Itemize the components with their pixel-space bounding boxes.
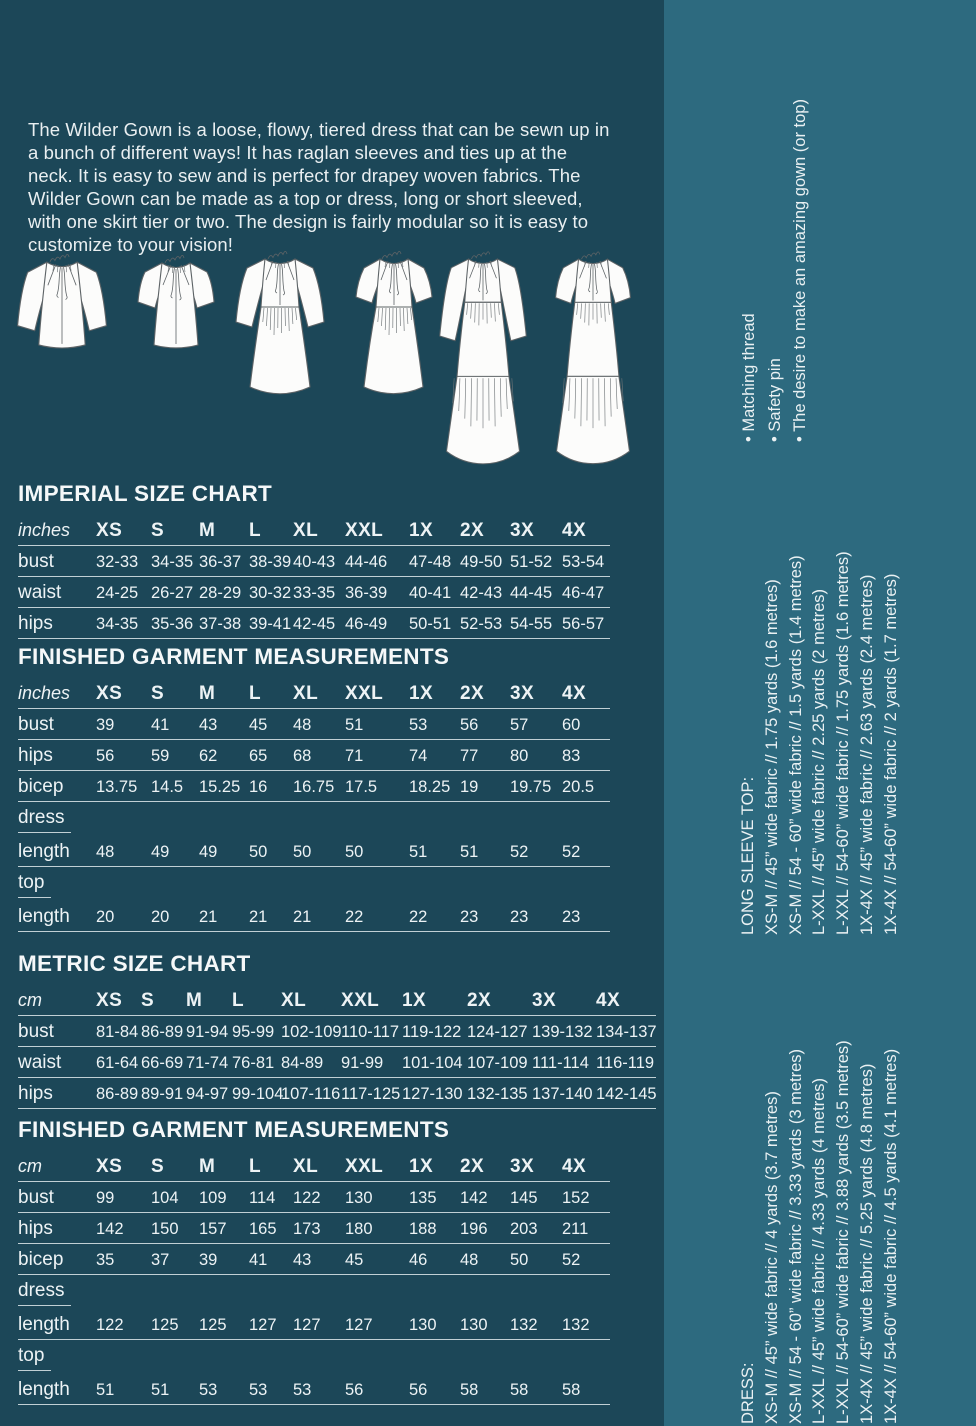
fabric-requirement-line: 1X-4X // 54-60” wide fabric // 2 yards (1.7 metres) <box>881 573 900 935</box>
measurement-value: 50 <box>293 836 345 867</box>
measurement-label: waist <box>18 577 96 608</box>
measurement-value: 127 <box>345 1309 409 1340</box>
measurement-value: 24-25 <box>96 577 151 608</box>
measurement-value: 51 <box>151 1374 199 1405</box>
measurement-value: 134-137 <box>596 1016 656 1047</box>
measurement-value: 41 <box>249 1244 293 1275</box>
size-column-header: 1X <box>409 1151 460 1182</box>
measurement-value: 43 <box>199 709 249 740</box>
measurement-value: 36-37 <box>199 546 249 577</box>
measurement-value: 80 <box>510 740 562 771</box>
imperial-size-chart-section <box>18 481 610 639</box>
notion-item: • The desire to make an amazing gown (or top) <box>791 99 809 442</box>
measurement-value: 74 <box>409 740 460 771</box>
measurement-value: 22 <box>409 901 460 932</box>
measurement-label: bust <box>18 1182 96 1213</box>
measurement-value: 122 <box>96 1309 151 1340</box>
measurement-value: 19 <box>460 771 510 802</box>
size-column-header: XL <box>293 678 345 709</box>
size-column-header: L <box>249 515 293 546</box>
size-column-header: M <box>199 515 249 546</box>
measurement-value: 50 <box>345 836 409 867</box>
size-header-row <box>18 985 656 1016</box>
measurement-value: 51 <box>345 709 409 740</box>
metric-size-chart-table <box>18 985 656 1109</box>
measurement-label: bust <box>18 546 96 577</box>
measurement-value: 39-41 <box>249 608 293 639</box>
size-column-header: 3X <box>510 1151 562 1182</box>
table-row <box>18 1309 610 1340</box>
measurement-value: 45 <box>249 709 293 740</box>
measurement-value: 107-116 <box>281 1078 341 1109</box>
table-row <box>18 802 610 837</box>
illustration-dress-knee-long-sleeve <box>228 250 332 400</box>
measurement-value: 89-91 <box>141 1078 186 1109</box>
section-title: IMPERIAL SIZE CHART <box>18 481 273 506</box>
measurement-value: 16 <box>249 771 293 802</box>
measurement-value: 17.5 <box>345 771 409 802</box>
fabric-requirement-line: L-XXL // 45” wide fabric // 2.25 yards (2 metres) <box>810 588 829 935</box>
measurement-value: 30-32 <box>249 577 293 608</box>
measurement-value: 91-99 <box>341 1047 402 1078</box>
measurement-value: 36-39 <box>345 577 409 608</box>
measurement-label: waist <box>18 1047 96 1078</box>
size-column-header: 3X <box>510 515 562 546</box>
measurement-value: 173 <box>293 1213 345 1244</box>
size-column-header: 2X <box>460 678 510 709</box>
measurement-value: 53 <box>293 1374 345 1405</box>
measurement-value: 81-84 <box>96 1016 141 1047</box>
measurement-value: 110-117 <box>341 1016 402 1047</box>
size-column-header: XS <box>96 515 151 546</box>
measurement-value: 188 <box>409 1213 460 1244</box>
measurement-value: 21 <box>293 901 345 932</box>
measurement-value: 49-50 <box>460 546 510 577</box>
imperial-finished-section <box>18 644 610 932</box>
measurement-value: 39 <box>96 709 151 740</box>
size-column-header: 1X <box>402 985 467 1016</box>
measurement-value: 68 <box>293 740 345 771</box>
measurement-value: 130 <box>409 1309 460 1340</box>
measurement-label: length <box>18 1374 96 1405</box>
measurement-label: bicep <box>18 771 96 802</box>
metric-size-chart-section <box>18 951 656 1109</box>
measurement-value: 22 <box>345 901 409 932</box>
measurement-value: 32-33 <box>96 546 151 577</box>
measurement-value: 52-53 <box>460 608 510 639</box>
measurement-value: 53 <box>199 1374 249 1405</box>
table-row <box>18 867 610 902</box>
measurement-value: 35 <box>96 1244 151 1275</box>
measurement-value: 23 <box>562 901 610 932</box>
measurement-value: 56 <box>345 1374 409 1405</box>
measurement-value: 109 <box>199 1182 249 1213</box>
section-title: METRIC SIZE CHART <box>18 951 251 976</box>
measurement-value: 83 <box>562 740 610 771</box>
measurement-value: 142 <box>96 1213 151 1244</box>
fabric-requirement-line: L-XXL // 54-60” wide fabric // 1.75 yards (1.6 metres) <box>834 551 853 935</box>
unit-label: cm <box>18 1151 96 1182</box>
measurement-value: 127-130 <box>402 1078 467 1109</box>
measurement-value: 76-81 <box>232 1047 281 1078</box>
measurement-value: 101-104 <box>402 1047 467 1078</box>
fabric-requirement-line: 1X-4X // 54-60” wide fabric // 4.5 yards (4.1 metres) <box>881 1048 900 1424</box>
measurement-value: 35-36 <box>151 608 199 639</box>
measurement-value: 45 <box>345 1244 409 1275</box>
size-column-header: 2X <box>460 1151 510 1182</box>
measurement-value: 196 <box>460 1213 510 1244</box>
measurement-value: 49 <box>151 836 199 867</box>
measurement-value: 53 <box>409 709 460 740</box>
measurement-label: length <box>18 1309 96 1340</box>
measurement-value: 211 <box>562 1213 610 1244</box>
measurement-value: 34-35 <box>151 546 199 577</box>
table-row <box>18 1078 656 1109</box>
size-column-header: 3X <box>510 678 562 709</box>
measurement-value: 62 <box>199 740 249 771</box>
measurement-value: 127 <box>293 1309 345 1340</box>
measurement-label: bicep <box>18 1244 96 1275</box>
table-row <box>18 740 610 771</box>
measurement-value: 132 <box>562 1309 610 1340</box>
measurement-value: 28-29 <box>199 577 249 608</box>
measurement-value: 99-104 <box>232 1078 281 1109</box>
table-row <box>18 608 610 639</box>
measurement-value: 42-43 <box>460 577 510 608</box>
measurement-value: 23 <box>510 901 562 932</box>
table-row <box>18 1275 610 1310</box>
measurement-value: 132 <box>510 1309 562 1340</box>
table-row <box>18 1340 610 1375</box>
measurement-value: 56 <box>409 1374 460 1405</box>
measurement-value: 137-140 <box>532 1078 596 1109</box>
measurement-value: 51 <box>460 836 510 867</box>
measurement-value: 50 <box>249 836 293 867</box>
measurement-value: 37 <box>151 1244 199 1275</box>
measurement-value: 56 <box>460 709 510 740</box>
size-column-header: 4X <box>562 1151 610 1182</box>
measurement-value: 99 <box>96 1182 151 1213</box>
measurement-value: 20.5 <box>562 771 610 802</box>
table-row <box>18 1047 656 1078</box>
measurement-value: 102-109 <box>281 1016 341 1047</box>
measurement-value: 16.75 <box>293 771 345 802</box>
size-column-header: L <box>232 985 281 1016</box>
measurement-value: 116-119 <box>596 1047 656 1078</box>
measurement-value: 52 <box>562 836 610 867</box>
measurement-value: 60 <box>562 709 610 740</box>
imperial-size-chart-table <box>18 515 610 639</box>
table-row <box>18 1244 610 1275</box>
imperial-finished-table <box>18 678 610 932</box>
measurement-value: 130 <box>345 1182 409 1213</box>
measurement-value: 84-89 <box>281 1047 341 1078</box>
table-row <box>18 709 610 740</box>
size-column-header: M <box>199 1151 249 1182</box>
measurement-value: 41 <box>151 709 199 740</box>
section-title: FINISHED GARMENT MEASUREMENTS <box>18 1117 450 1142</box>
size-column-header: 2X <box>460 515 510 546</box>
measurement-value: 86-89 <box>141 1016 186 1047</box>
measurement-value: 56 <box>96 740 151 771</box>
measurement-value: 157 <box>199 1213 249 1244</box>
measurement-value: 180 <box>345 1213 409 1244</box>
measurement-value: 52 <box>562 1244 610 1275</box>
fabric-requirement-line: 1X-4X // 45” wide fabric // 5.25 yards (4.8 metres) <box>857 1063 876 1424</box>
size-header-row <box>18 515 610 546</box>
size-column-header: XL <box>293 1151 345 1182</box>
size-column-header: XS <box>96 985 141 1016</box>
measurement-value: 13.75 <box>96 771 151 802</box>
measurement-value: 59 <box>151 740 199 771</box>
table-row <box>18 836 610 867</box>
size-column-header: S <box>151 515 199 546</box>
measurement-value: 50 <box>510 1244 562 1275</box>
fabric-requirement-line: L-XXL // 45” wide fabric // 4.33 yards (4 metres) <box>810 1077 829 1424</box>
measurement-value: 135 <box>409 1182 460 1213</box>
illustration-gown-maxi-short-sleeve <box>545 247 641 473</box>
table-row <box>18 1374 610 1405</box>
size-column-header: 4X <box>562 515 610 546</box>
measurement-value: 142 <box>460 1182 510 1213</box>
measurement-value: 117-125 <box>341 1078 402 1109</box>
metric-finished-table <box>18 1151 610 1405</box>
size-column-header: 2X <box>467 985 532 1016</box>
measurement-label: hips <box>18 1213 96 1244</box>
measurement-value: 77 <box>460 740 510 771</box>
dress-fabric-requirements <box>737 950 907 1424</box>
measurement-value: 48 <box>293 709 345 740</box>
measurement-value: 91-94 <box>186 1016 232 1047</box>
table-row <box>18 577 610 608</box>
measurement-value: 125 <box>199 1309 249 1340</box>
measurement-value: 104 <box>151 1182 199 1213</box>
measurement-value: 71-74 <box>186 1047 232 1078</box>
measurement-value: 20 <box>96 901 151 932</box>
size-column-header: XXL <box>345 1151 409 1182</box>
size-column-header: XXL <box>345 678 409 709</box>
fabric-section-heading: DRESS: <box>739 1362 757 1424</box>
measurement-value: 58 <box>562 1374 610 1405</box>
fabric-requirement-line: L-XXL // 54-60” wide fabric // 3.88 yards (3.5 metres) <box>834 1040 853 1424</box>
fabric-requirement-line: XS-M // 54 - 60” wide fabric // 3.33 yards (3 metres) <box>786 1048 805 1424</box>
size-column-header: XL <box>281 985 341 1016</box>
measurement-value: 145 <box>510 1182 562 1213</box>
measurement-value: 119-122 <box>402 1016 467 1047</box>
measurement-label: top <box>18 872 51 898</box>
measurement-value: 23 <box>460 901 510 932</box>
measurement-value: 57 <box>510 709 562 740</box>
measurement-label: dress <box>18 1280 71 1306</box>
measurement-value: 52 <box>510 836 562 867</box>
fabric-requirement-line: XS-M // 45” wide fabric // 4 yards (3.7 metres) <box>762 1091 781 1424</box>
measurement-value: 152 <box>562 1182 610 1213</box>
fabric-requirement-line: XS-M // 45” wide fabric // 1.75 yards (1.6 metres) <box>762 579 781 935</box>
measurement-label: dress <box>18 807 71 833</box>
measurement-value: 50-51 <box>409 608 460 639</box>
measurement-value: 26-27 <box>151 577 199 608</box>
notions-list-rotated <box>737 18 817 442</box>
measurement-value: 95-99 <box>232 1016 281 1047</box>
table-row <box>18 901 610 932</box>
unit-label: inches <box>18 678 96 709</box>
size-header-row <box>18 1151 610 1182</box>
measurement-value: 139-132 <box>532 1016 596 1047</box>
size-column-header: 4X <box>562 678 610 709</box>
notion-item: • Matching thread <box>740 313 758 442</box>
measurement-value: 86-89 <box>96 1078 141 1109</box>
measurement-value: 40-43 <box>293 546 345 577</box>
measurement-value: 34-35 <box>96 608 151 639</box>
table-row <box>18 1182 610 1213</box>
measurement-value: 40-41 <box>409 577 460 608</box>
measurement-value: 51 <box>96 1374 151 1405</box>
measurement-value: 53 <box>249 1374 293 1405</box>
unit-label: inches <box>18 515 96 546</box>
measurement-label: top <box>18 1345 51 1371</box>
metric-finished-section <box>18 1117 610 1405</box>
measurement-value: 203 <box>510 1213 562 1244</box>
size-column-header: XL <box>293 515 345 546</box>
size-header-row <box>18 678 610 709</box>
size-column-header: M <box>199 678 249 709</box>
table-row <box>18 771 610 802</box>
size-column-header: S <box>141 985 186 1016</box>
long-sleeve-top-fabric-requirements <box>737 468 907 935</box>
measurement-label: length <box>18 901 96 932</box>
table-row <box>18 1016 656 1047</box>
measurement-value: 125 <box>151 1309 199 1340</box>
measurement-value: 107-109 <box>467 1047 532 1078</box>
size-column-header: XXL <box>341 985 402 1016</box>
measurement-value: 51-52 <box>510 546 562 577</box>
measurement-value: 46-49 <box>345 608 409 639</box>
measurement-value: 51 <box>409 836 460 867</box>
measurement-value: 14.5 <box>151 771 199 802</box>
size-column-header: S <box>151 678 199 709</box>
size-column-header: S <box>151 1151 199 1182</box>
section-title: FINISHED GARMENT MEASUREMENTS <box>18 644 450 669</box>
measurement-value: 21 <box>249 901 293 932</box>
measurement-value: 44-46 <box>345 546 409 577</box>
measurement-value: 46-47 <box>562 577 610 608</box>
measurement-value: 114 <box>249 1182 293 1213</box>
size-column-header: XXL <box>345 515 409 546</box>
measurement-value: 65 <box>249 740 293 771</box>
measurement-value: 54-55 <box>510 608 562 639</box>
measurement-value: 18.25 <box>409 771 460 802</box>
measurement-value: 37-38 <box>199 608 249 639</box>
illustration-top-long-sleeve <box>8 251 116 355</box>
measurement-value: 132-135 <box>467 1078 532 1109</box>
illustration-gown-maxi-long-sleeve <box>433 247 533 473</box>
measurement-value: 150 <box>151 1213 199 1244</box>
measurement-value: 53-54 <box>562 546 610 577</box>
fabric-requirement-line: 1X-4X // 45” wide fabric // 2.63 yards (2.4 metres) <box>857 574 876 935</box>
measurement-label: bust <box>18 709 96 740</box>
measurement-value: 47-48 <box>409 546 460 577</box>
measurement-value: 58 <box>510 1374 562 1405</box>
measurement-value: 39 <box>199 1244 249 1275</box>
fabric-section-heading: LONG SLEEVE TOP: <box>739 776 757 935</box>
size-column-header: 1X <box>409 515 460 546</box>
illustration-top-short-sleeve <box>126 252 226 355</box>
measurement-value: 130 <box>460 1309 510 1340</box>
measurement-label: hips <box>18 1078 96 1109</box>
measurement-value: 124-127 <box>467 1016 532 1047</box>
size-column-header: M <box>186 985 232 1016</box>
measurement-value: 43 <box>293 1244 345 1275</box>
pattern-description: The Wilder Gown is a loose, flowy, tiered dress that can be sewn up in a bunch of different ways! It has raglan sleeves and ties up at the neck. It is easy to sew and is perfect for drapey woven fabrics. The Wilder Gown can be made as a top or dress, long or short sleeved, with one skirt tier or two. The design is fairly modular so it is easy to customize to your vision! <box>28 118 610 255</box>
measurement-value: 127 <box>249 1309 293 1340</box>
measurement-value: 111-114 <box>532 1047 596 1078</box>
measurement-value: 21 <box>199 901 249 932</box>
size-column-header: L <box>249 1151 293 1182</box>
table-row <box>18 546 610 577</box>
measurement-value: 48 <box>460 1244 510 1275</box>
measurement-value: 33-35 <box>293 577 345 608</box>
measurement-value: 71 <box>345 740 409 771</box>
size-column-header: 3X <box>532 985 596 1016</box>
measurement-value: 94-97 <box>186 1078 232 1109</box>
size-column-header: L <box>249 678 293 709</box>
measurement-label: hips <box>18 740 96 771</box>
measurement-value: 56-57 <box>562 608 610 639</box>
notion-item: • Safety pin <box>765 358 784 442</box>
size-column-header: XS <box>96 1151 151 1182</box>
fabric-requirement-line: XS-M // 54 - 60” wide fabric // 1.5 yards (1.4 metres) <box>786 555 805 935</box>
measurement-value: 122 <box>293 1182 345 1213</box>
measurement-value: 165 <box>249 1213 293 1244</box>
measurement-value: 66-69 <box>141 1047 186 1078</box>
measurement-label: length <box>18 836 96 867</box>
measurement-value: 20 <box>151 901 199 932</box>
measurement-value: 38-39 <box>249 546 293 577</box>
measurement-value: 42-45 <box>293 608 345 639</box>
measurement-value: 142-145 <box>596 1078 656 1109</box>
measurement-value: 49 <box>199 836 249 867</box>
size-column-header: 4X <box>596 985 656 1016</box>
measurement-value: 46 <box>409 1244 460 1275</box>
measurement-value: 58 <box>460 1374 510 1405</box>
measurement-value: 19.75 <box>510 771 562 802</box>
measurement-value: 15.25 <box>199 771 249 802</box>
measurement-label: bust <box>18 1016 96 1047</box>
measurement-value: 61-64 <box>96 1047 141 1078</box>
size-column-header: XS <box>96 678 151 709</box>
measurement-value: 44-45 <box>510 577 562 608</box>
table-row <box>18 1213 610 1244</box>
measurement-label: hips <box>18 608 96 639</box>
size-column-header: 1X <box>409 678 460 709</box>
unit-label: cm <box>18 985 96 1016</box>
illustration-dress-knee-short-sleeve <box>344 250 444 400</box>
measurement-value: 48 <box>96 836 151 867</box>
